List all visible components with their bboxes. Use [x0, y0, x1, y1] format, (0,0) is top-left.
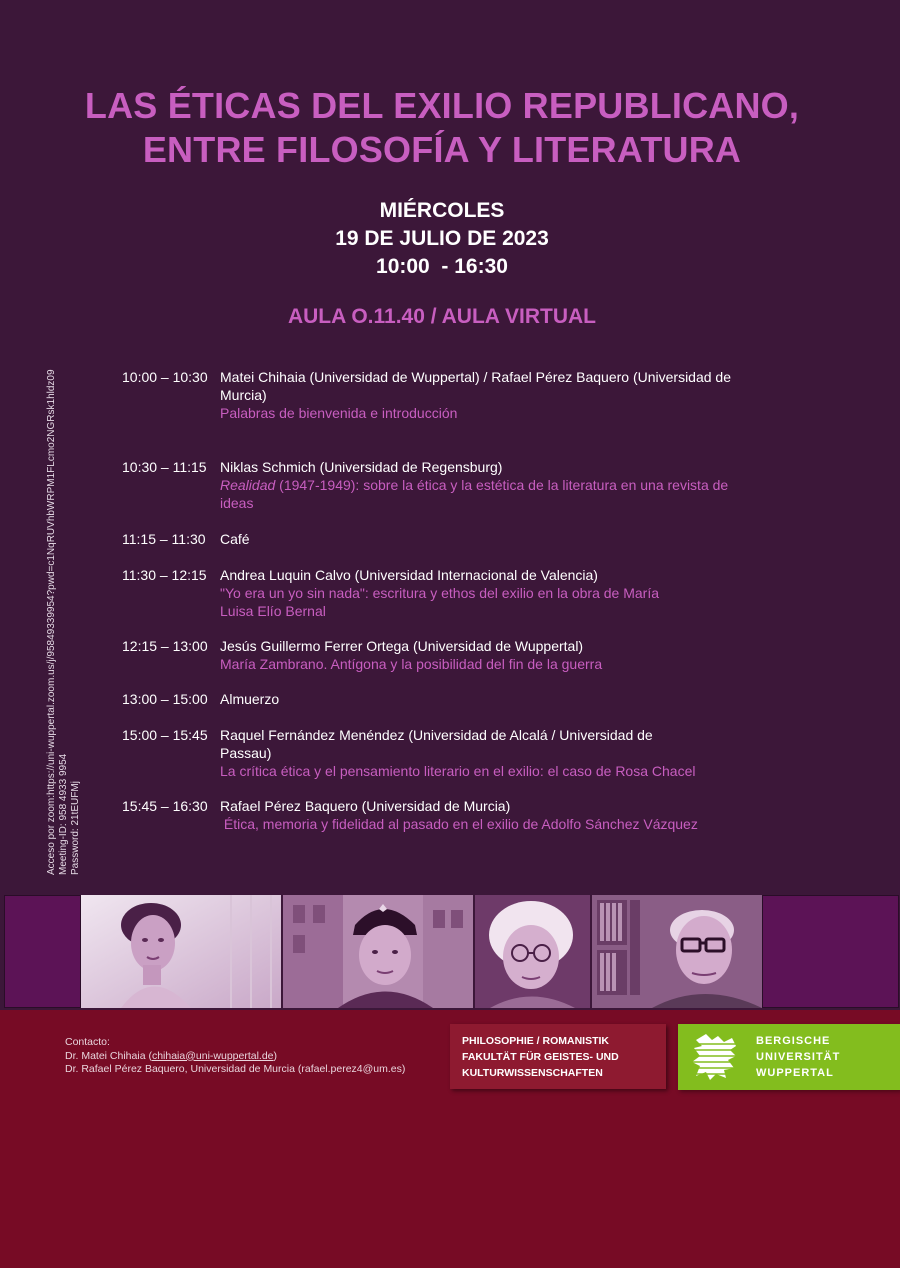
portrait-strip: [0, 893, 900, 1010]
event-title: [0, 84, 884, 172]
contact-person-1: [65, 1050, 405, 1064]
event-title-line-1: LAS ÉTICAS DEL EXILIO REPUBLICANO,: [84, 85, 800, 126]
schedule-entry: [122, 726, 742, 780]
contact-person-1-close: ): [273, 1049, 278, 1062]
department-box: [450, 1024, 666, 1089]
event-hours: 10:00 - 16:30: [376, 255, 508, 278]
contact-email-link[interactable]: chihaia@uni-wuppertal.de: [151, 1049, 274, 1062]
schedule-speaker: Almuerzo: [220, 691, 280, 707]
schedule-time: 12:15 – 13:00: [122, 638, 208, 654]
event-title-line-2: ENTRE FILOSOFÍA Y LITERATURA: [142, 129, 742, 170]
schedule-time: 15:00 – 15:45: [122, 727, 208, 743]
university-line-3: WUPPERTAL: [756, 1067, 834, 1079]
schedule-entry: [122, 690, 742, 708]
schedule-speaker: Jesús Guillermo Ferrer Ortega (Universidad de Wuppertal): [220, 638, 584, 654]
schedule-speaker: Raquel Fernández Menéndez (Universidad de Alcalá / Universidad de Passau): [220, 727, 653, 761]
lion-emblem-icon: [688, 1030, 744, 1084]
portrait-woman-2: [283, 895, 473, 1008]
portrait-man: [592, 895, 762, 1008]
university-line-2: UNIVERSITÄT: [756, 1051, 841, 1063]
portrait-woman-1: [81, 895, 281, 1008]
schedule-talk: "Yo era un yo sin nada": escritura y ethos del exilio en la obra de María Luisa Elío Bernal: [220, 585, 660, 619]
schedule-entry: [122, 458, 742, 512]
schedule-talk: Palabras de bienvenida e introducción: [220, 405, 458, 421]
schedule-talk: La crítica ética y el pensamiento literario en el exilio: el caso de Rosa Chacel: [220, 763, 696, 779]
strip-block-right: [762, 895, 899, 1008]
zoom-meeting-id: Meeting-ID: 958 4933 9954: [58, 753, 69, 875]
university-logo: [678, 1024, 900, 1090]
schedule-talk: María Zambrano. Antígona y la posibilidad del fin de la guerra: [220, 656, 603, 672]
department-line-3: KULTURWISSENSCHAFTEN: [462, 1067, 603, 1079]
schedule-time: 10:00 – 10:30: [122, 369, 208, 385]
schedule-time: 15:45 – 16:30: [122, 798, 208, 814]
schedule-time: 11:30 – 12:15: [122, 567, 207, 583]
event-day: 19 DE JULIO DE 2023: [335, 227, 549, 250]
schedule-time: 13:00 – 15:00: [122, 691, 208, 707]
zoom-link[interactable]: Acceso por zoom:https://uni-wuppertal.zoom.us/j/95849339954?pwd=c1NqRUVhbWRPM1FLcmo2NGRsk1hldz09: [46, 369, 57, 875]
schedule-speaker: Andrea Luquin Calvo (Universidad Internacional de Valencia): [220, 567, 598, 583]
event-weekday: MIÉRCOLES: [379, 199, 505, 222]
contact-person-1-name: Dr. Matei Chihaia (: [65, 1049, 152, 1062]
schedule-time: 10:30 – 11:15: [122, 459, 207, 475]
contact-person-2: Dr. Rafael Pérez Baquero, Universidad de Murcia (rafael.perez4@um.es): [65, 1063, 406, 1075]
schedule-speaker: Rafael Pérez Baquero (Universidad de Murcia): [220, 798, 511, 814]
schedule-entry: [122, 637, 742, 673]
contact-info: [65, 1036, 405, 1077]
portrait-woman-3: [475, 895, 590, 1008]
schedule-entry: [122, 368, 742, 422]
schedule-speaker: Matei Chihaia (Universidad de Wuppertal) / Rafael Pérez Baquero (Universidad de Murcia): [220, 369, 731, 403]
university-line-1: BERGISCHE: [756, 1035, 831, 1047]
schedule-talk: [220, 476, 742, 512]
contact-label: Contacto:: [65, 1036, 110, 1048]
zoom-password: Password: 21tEUFMj: [70, 781, 81, 875]
schedule-speaker: Café: [220, 531, 250, 547]
schedule-talk-italic: Realidad: [220, 477, 276, 493]
strip-block-left: [4, 895, 81, 1008]
schedule-talk: Ética, memoria y fidelidad al pasado en el exilio de Adolfo Sánchez Vázquez: [220, 816, 698, 832]
schedule-entry: [122, 797, 742, 833]
department-line-1: PHILOSOPHIE / ROMANISTIK: [462, 1035, 610, 1047]
zoom-access-info: [46, 369, 82, 875]
university-name: [756, 1033, 840, 1081]
schedule-speaker: Niklas Schmich (Universidad de Regensburg): [220, 459, 503, 475]
event-date: [0, 197, 884, 281]
schedule-entry: [122, 566, 742, 620]
schedule-entry: [122, 530, 742, 548]
schedule-time: 11:15 – 11:30: [122, 531, 206, 547]
event-room: AULA O.11.40 / AULA VIRTUAL: [287, 305, 597, 328]
department-line-2: FAKULTÄT FÜR GEISTES- UND: [462, 1051, 619, 1063]
schedule-talk-rest: (1947-1949): sobre la ética y la estética de la literatura en una revista de ideas: [220, 477, 729, 511]
